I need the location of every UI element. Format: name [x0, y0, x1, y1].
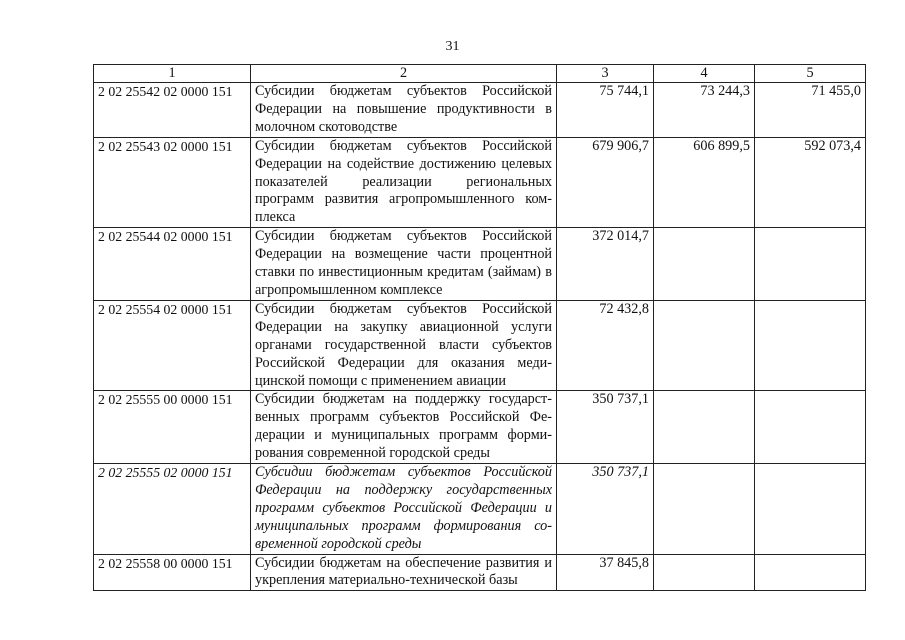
- header-col-2: 2: [251, 65, 557, 83]
- value-col-4: [654, 300, 755, 391]
- table-header-row: [94, 65, 866, 83]
- value-col-5: [755, 228, 866, 301]
- table-row: [94, 464, 866, 555]
- value-col-5: [755, 464, 866, 555]
- value-col-3: 350 737,1: [557, 391, 654, 464]
- budget-code: 2 02 25542 02 0000 151: [94, 83, 251, 138]
- value-col-3: 372 014,7: [557, 228, 654, 301]
- table-row: [94, 137, 866, 228]
- value-col-3: 37 845,8: [557, 554, 654, 591]
- value-col-4: 73 244,3: [654, 83, 755, 138]
- budget-code: 2 02 25554 02 0000 151: [94, 300, 251, 391]
- budget-code: 2 02 25555 02 0000 151: [94, 464, 251, 555]
- table-row: [94, 391, 866, 464]
- subsidy-name: Субсидии бюджетам субъектов Российской Федерации на содействие достижению целевых показателей реализации региональных программ развития агропромышленного комплекса: [251, 137, 557, 228]
- page-number: 31: [445, 39, 460, 54]
- subsidy-name: Субсидии бюджетам субъектов Российской Федерации на возмещение части процентной ставки по инвестиционным кредитам (займам) в агропромышленном комплексе: [251, 228, 557, 301]
- table-row: [94, 300, 866, 391]
- value-col-5: 71 455,0: [755, 83, 866, 138]
- header-col-4: 4: [654, 65, 755, 83]
- header-col-5: 5: [755, 65, 866, 83]
- subsidy-name: Субсидии бюджетам субъектов Российской Федерации на повышение продуктивности в молочном скотоводстве: [251, 83, 557, 138]
- value-col-5: [755, 300, 866, 391]
- budget-code: 2 02 25558 00 0000 151: [94, 554, 251, 591]
- subsidy-name: Субсидии бюджетам субъектов Российской Федерации на поддержку государственных программ субъектов Российской Федерации и муниципальных программ формирования современной городской среды: [251, 464, 557, 555]
- table-row: [94, 83, 866, 138]
- value-col-3: 72 432,8: [557, 300, 654, 391]
- subsidy-name: Субсидии бюджетам субъектов Российской Федерации на закупку авиационной услуги органами государственной власти субъектов Российской Федерации для оказания медицинской помощи с применением авиации: [251, 300, 557, 391]
- budget-code: 2 02 25543 02 0000 151: [94, 137, 251, 228]
- header-col-3: 3: [557, 65, 654, 83]
- value-col-3: 350 737,1: [557, 464, 654, 555]
- value-col-5: [755, 391, 866, 464]
- value-col-4: [654, 228, 755, 301]
- value-col-3: 75 744,1: [557, 83, 654, 138]
- table-row: [94, 228, 866, 301]
- value-col-4: 606 899,5: [654, 137, 755, 228]
- subsidy-name: Субсидии бюджетам на обеспечение развития и укрепления материально-технической базы: [251, 554, 557, 591]
- value-col-4: [654, 554, 755, 591]
- header-col-1: 1: [94, 65, 251, 83]
- value-col-5: 592 073,4: [755, 137, 866, 228]
- value-col-5: [755, 554, 866, 591]
- budget-table: [93, 64, 866, 591]
- subsidy-name: Субсидии бюджетам на поддержку государственных программ субъектов Российской Федерации и муниципальных программ формирования современной городской среды: [251, 391, 557, 464]
- value-col-4: [654, 391, 755, 464]
- value-col-4: [654, 464, 755, 555]
- value-col-3: 679 906,7: [557, 137, 654, 228]
- table-row: [94, 554, 866, 591]
- budget-code: 2 02 25544 02 0000 151: [94, 228, 251, 301]
- budget-code: 2 02 25555 00 0000 151: [94, 391, 251, 464]
